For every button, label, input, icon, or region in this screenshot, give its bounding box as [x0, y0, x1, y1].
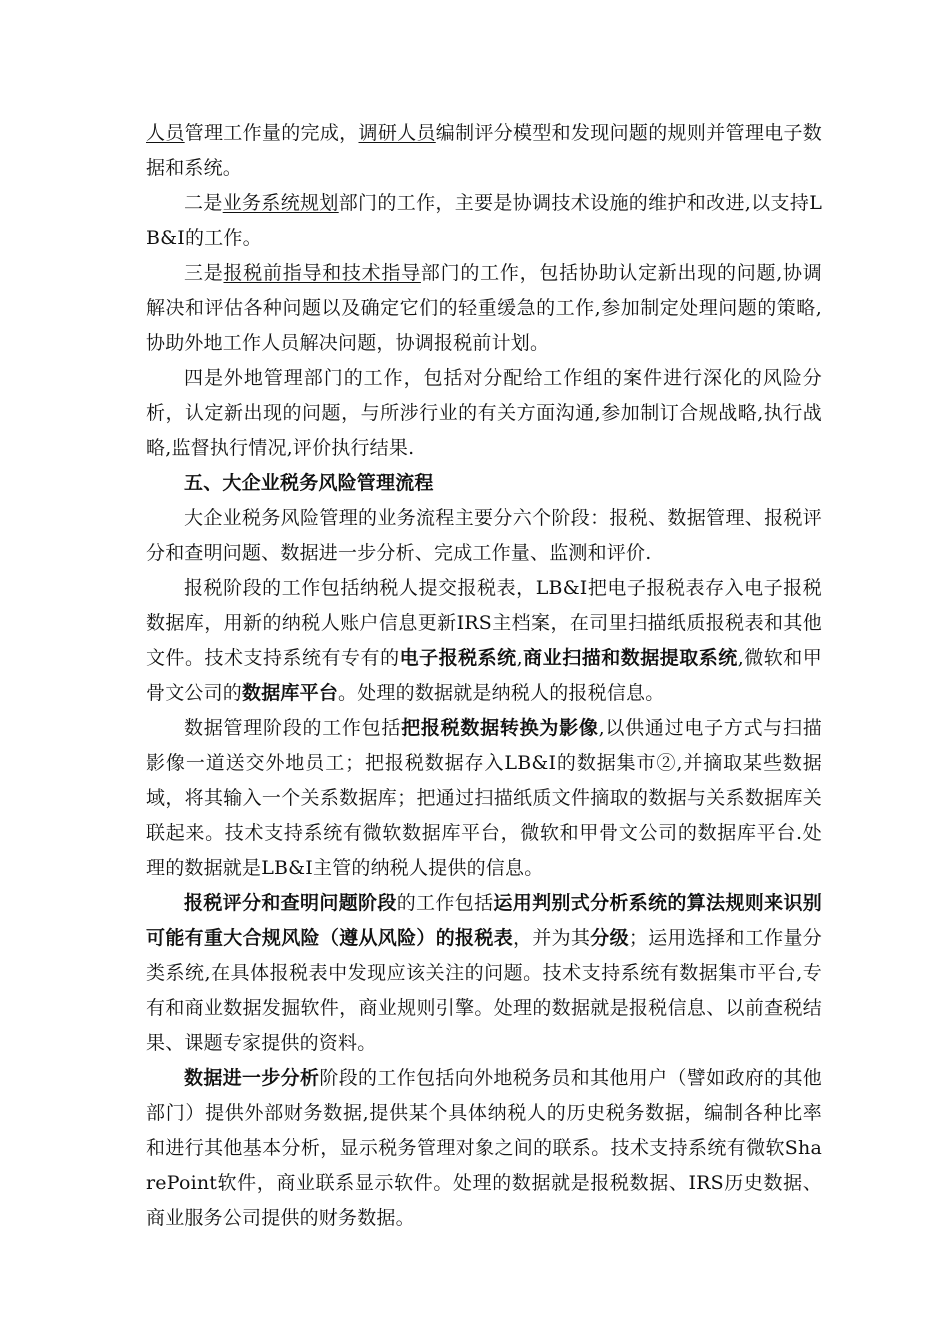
paragraph-personnel — [146, 116, 822, 186]
text-run: 大企业税务风险管理的业务流程主要分六个阶段：报税、数据管理、报税评分和查明问题、数据进一步分析、完成工作量、监测和评价. — [146, 507, 822, 564]
text-run: 数据管理阶段的工作包括 — [184, 717, 402, 739]
underlined-term: 报税前指导和技术指导 — [223, 262, 421, 284]
document-body — [146, 116, 822, 1236]
bold-term: 数据进一步分析 — [184, 1067, 320, 1089]
bold-term: 报税评分和查明问题阶段 — [184, 892, 397, 914]
paragraph-business-systems — [146, 186, 822, 256]
text-run: , — [516, 647, 523, 669]
bold-term: 把报税数据转换为影像 — [401, 717, 599, 739]
text-run: 部门的工作，包括协助认定新出现的问题,协调解决和评估各种问题以及确定它们的轻重缓急的工作,参加制定处理问题的策略,协助外地工作人员解决问题，协调报税前计划。 — [146, 262, 822, 354]
text-run: 二是 — [184, 192, 223, 214]
text-run: ,以供通过电子方式与扫描影像一道送交外地员工；把报税数据存入LB&I的数据集市②,并摘取某些数据域，将其输入一个关系数据库；把通过扫描纸质文件摘取的数据与关系数据库关联起来。技术支持系统有微软数据库平台，微软和甲骨文公司的数据库平台.处理的数据就是LB&I主管的纳税人提供的信息。 — [146, 717, 822, 879]
paragraph-filing-stage — [146, 571, 822, 711]
text-run: 。处理的数据就是纳税人的报税信息。 — [338, 682, 665, 704]
bold-term: 分级 — [590, 927, 629, 949]
text-run: ,微软和甲骨文公司的 — [146, 647, 823, 704]
bold-term: 数据库平台 — [242, 682, 339, 704]
text-run: 三是 — [184, 262, 224, 284]
paragraph-scoring-stage — [146, 886, 822, 1061]
text-run: ；运用选择和工作量分类系统,在具体报税表中发现应该关注的问题。技术支持系统有数据集市平台,专有和商业数据发掘软件，商业规则引擎。处理的数据就是报税信息、以前查税结果、课题专家提供的资料。 — [146, 927, 822, 1054]
paragraph-pre-filing — [146, 256, 822, 361]
bold-term: 商业扫描和数据提取系统 — [522, 647, 738, 669]
text-run: 编制评分模型和发现问题的规则并管理电子数据和系统。 — [146, 122, 822, 179]
bold-term: 电子报税系统 — [399, 647, 517, 669]
paragraph-process-overview — [146, 501, 822, 571]
text-run: 报税阶段的工作包括纳税人提交报税表，LB&I把电子报税表存入电子报税数据库，用新的纳税人账户信息更新IRS主档案，在司里扫描纸质报税表和其他文件。技术支持系统有专有的 — [146, 577, 822, 669]
paragraph-data-management — [146, 711, 822, 886]
section-heading: 五、大企业税务风险管理流程 — [184, 472, 434, 494]
underlined-term: 人员 — [146, 122, 185, 144]
underlined-term: 业务系统规划 — [222, 192, 339, 214]
text-run: ，并为其 — [513, 927, 591, 949]
underlined-term: 调研人员 — [358, 122, 436, 144]
bold-term: 运用判别式分析系统的算法规则来识别可能有重大合规风险（遵从风险）的报税表 — [146, 892, 822, 949]
paragraph-further-analysis — [146, 1061, 822, 1236]
paragraph-field-management — [146, 361, 822, 466]
text-run: 部门的工作，主要是协调技术设施的维护和改进,以支持LB&I的工作。 — [146, 192, 823, 249]
text-run: 四是外地管理部门的工作，包括对分配给工作组的案件进行深化的风险分析，认定新出现的问题，与所涉行业的有关方面沟通,参加制订合规战略,执行战略,监督执行情况,评价执行结果. — [146, 367, 822, 459]
text-run: 的工作包括 — [396, 892, 494, 914]
text-run: 阶段的工作包括向外地税务员和其他用户（譬如政府的其他部门）提供外部财务数据,提供某个具体纳税人的历史税务数据，编制各种比率和进行其他基本分析，显示税务管理对象之间的联系。技术支持系统有微软SharePoint软件，商业联系显示软件。处理的数据就是报税数据、IRS历史数据、商业服务公司提供的财务数据。 — [146, 1067, 823, 1229]
text-run: 管理工作量的完成， — [184, 122, 359, 144]
